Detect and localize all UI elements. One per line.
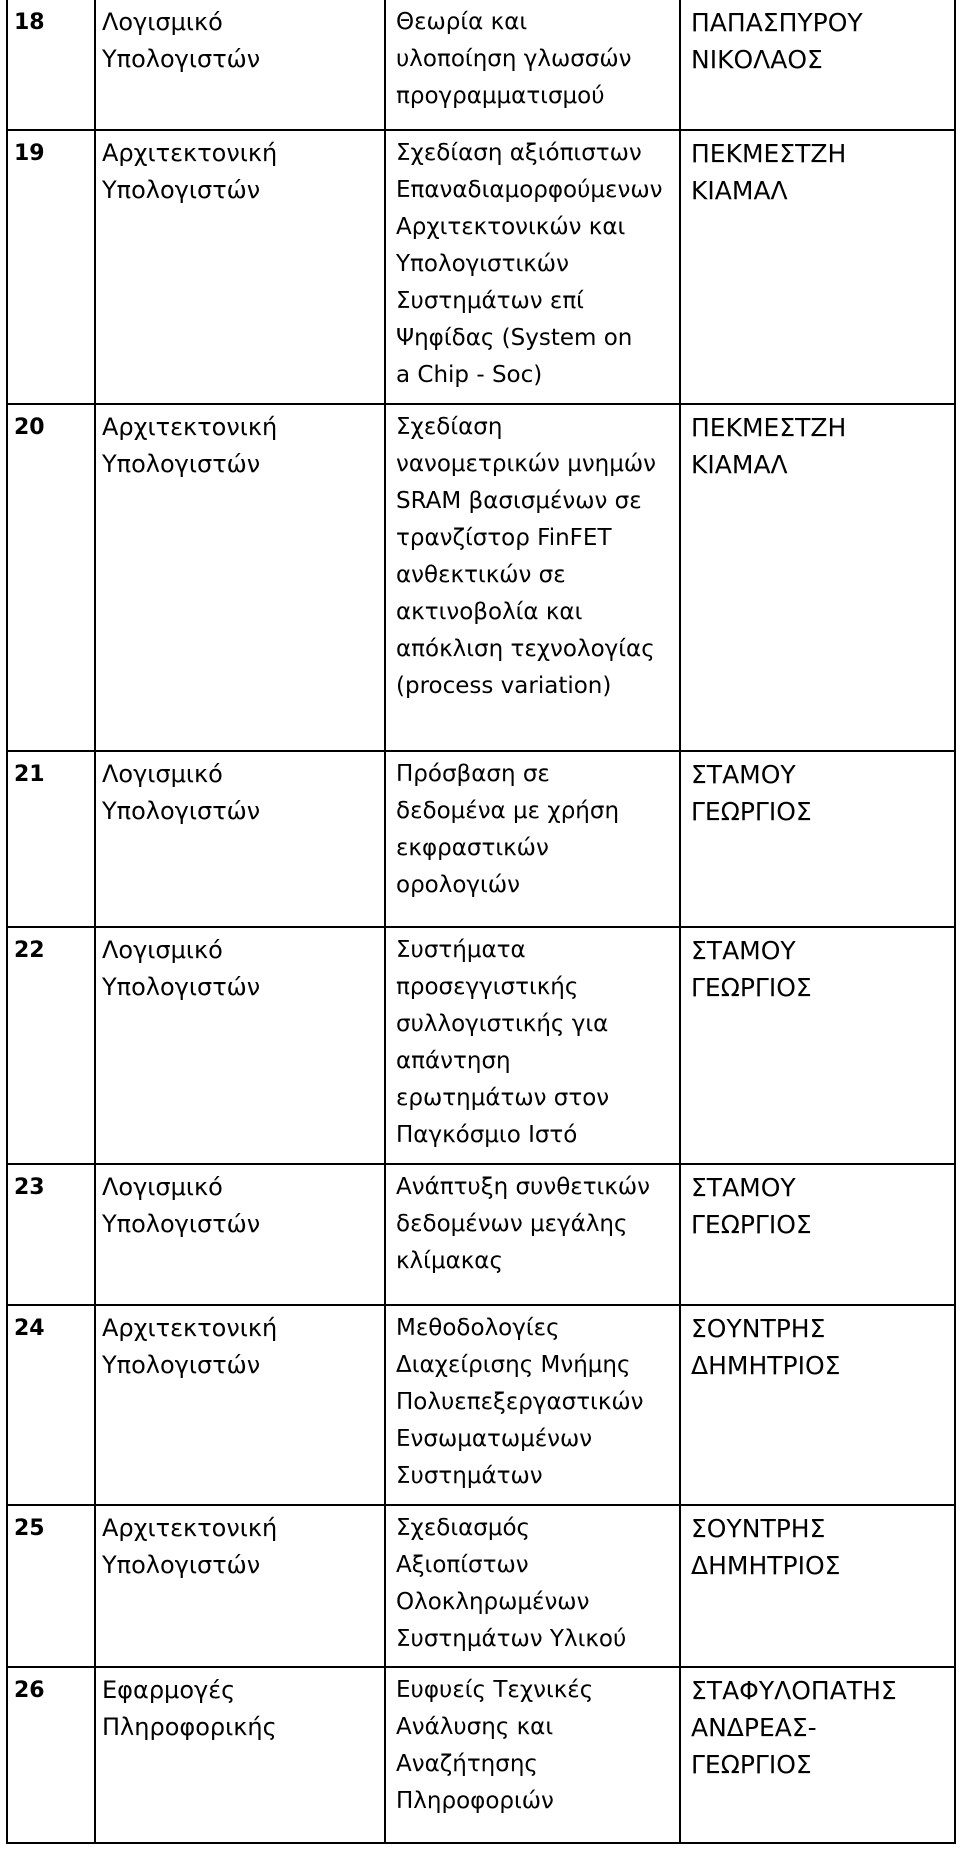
row-number: 25: [14, 1516, 45, 1541]
subject-area: Λογισμικό Υπολογιστών: [102, 760, 261, 825]
row-number: 24: [14, 1316, 45, 1341]
row-number-cell: [7, 404, 95, 751]
supervisor-cell: [680, 130, 955, 404]
thesis-title: Μεθοδολογίες Διαχείρισης Μνήμης Πολυεπεξεργαστικών Ενσωματωμένων Συστημάτων: [396, 1315, 644, 1489]
supervisor-cell: [680, 0, 955, 130]
row-number: 20: [14, 415, 45, 440]
table-row: [7, 1164, 955, 1305]
row-number-cell: [7, 0, 95, 130]
subject-area-cell: [95, 1164, 385, 1305]
thesis-title: Ανάπτυξη συνθετικών δεδομένων μεγάλης κλίμακας: [396, 1174, 650, 1274]
row-number: 19: [14, 141, 45, 166]
subject-area: Αρχιτεκτονική Υπολογιστών: [102, 139, 278, 204]
table-row: [7, 751, 955, 927]
supervisor-name: ΣΟΥΝΤΡΗΣ ΔΗΜΗΤΡΙΟΣ: [691, 1514, 841, 1580]
supervisor-name: ΣΤΑΜΟΥ ΓΕΩΡΓΙΟΣ: [691, 936, 812, 1002]
subject-area-cell: [95, 751, 385, 927]
subject-area: Αρχιτεκτονική Υπολογιστών: [102, 1314, 278, 1379]
row-number-cell: [7, 1164, 95, 1305]
row-number-cell: [7, 1505, 95, 1667]
subject-area: Εφαρμογές Πληροφορικής: [102, 1676, 277, 1741]
table-row: [7, 404, 955, 751]
table-row: [7, 130, 955, 404]
subject-area-cell: [95, 1667, 385, 1843]
table-row: [7, 0, 955, 130]
thesis-title: Σχεδίαση αξιόπιστων Επαναδιαμορφούμενων Αρχιτεκτονικών και Υπολογιστικών Συστημάτων επί Ψηφίδας (System on a Chip - Soc): [396, 140, 663, 388]
table-row: [7, 1505, 955, 1667]
subject-area-cell: [95, 130, 385, 404]
row-number: 22: [14, 938, 45, 963]
table-row: [7, 1305, 955, 1505]
subject-area: Αρχιτεκτονική Υπολογιστών: [102, 1514, 278, 1579]
subject-area-cell: [95, 404, 385, 751]
supervisor-cell: [680, 404, 955, 751]
thesis-title-cell: [385, 1505, 680, 1667]
thesis-title: Θεωρία και υλοποίηση γλωσσών προγραμματισμού: [396, 9, 632, 109]
supervisor-name: ΣΤΑΜΟΥ ΓΕΩΡΓΙΟΣ: [691, 760, 812, 826]
supervisor-cell: [680, 927, 955, 1164]
row-number: 21: [14, 762, 45, 787]
subject-area: Αρχιτεκτονική Υπολογιστών: [102, 413, 278, 478]
thesis-title-cell: [385, 130, 680, 404]
thesis-title-cell: [385, 404, 680, 751]
thesis-title: Πρόσβαση σε δεδομένα με χρήση εκφραστικών ορολογιών: [396, 761, 620, 898]
thesis-title-cell: [385, 1164, 680, 1305]
subject-area: Λογισμικό Υπολογιστών: [102, 1173, 261, 1238]
row-number: 26: [14, 1678, 45, 1703]
subject-area-cell: [95, 1505, 385, 1667]
row-number-cell: [7, 130, 95, 404]
supervisor-cell: [680, 1505, 955, 1667]
thesis-title: Συστήματα προσεγγιστικής συλλογιστικής για απάντηση ερωτημάτων στον Παγκόσμιο Ιστό: [396, 937, 610, 1148]
thesis-title: Σχεδίαση νανομετρικών μνημών SRAM βασισμένων σε τρανζίστορ FinFET ανθεκτικών σε ακτινοβολία και απόκλιση τεχνολογίας (process variation): [396, 414, 656, 699]
row-number: 23: [14, 1175, 45, 1200]
supervisor-name: ΠΕΚΜΕΣΤΖΗ ΚΙΑΜΑΛ: [691, 413, 847, 479]
thesis-title: Σχεδιασμός Αξιοπίστων Ολοκληρωμένων Συστημάτων Υλικού: [396, 1515, 627, 1652]
supervisor-name: ΣΤΑΦΥΛΟΠΑΤΗΣ ΑΝΔΡΕΑΣ- ΓΕΩΡΓΙΟΣ: [691, 1676, 897, 1779]
row-number-cell: [7, 1305, 95, 1505]
subject-area: Λογισμικό Υπολογιστών: [102, 8, 261, 73]
thesis-title-cell: [385, 0, 680, 130]
thesis-title-cell: [385, 751, 680, 927]
subject-area-cell: [95, 0, 385, 130]
thesis-topics-table: [6, 0, 956, 1844]
thesis-title-cell: [385, 927, 680, 1164]
supervisor-name: ΠΕΚΜΕΣΤΖΗ ΚΙΑΜΑΛ: [691, 139, 847, 205]
supervisor-name: ΣΤΑΜΟΥ ΓΕΩΡΓΙΟΣ: [691, 1173, 812, 1239]
thesis-title: Ευφυείς Τεχνικές Ανάλυσης και Αναζήτησης Πληροφοριών: [396, 1677, 594, 1814]
supervisor-name: ΣΟΥΝΤΡΗΣ ΔΗΜΗΤΡΙΟΣ: [691, 1314, 841, 1380]
thesis-title-cell: [385, 1667, 680, 1843]
row-number-cell: [7, 751, 95, 927]
row-number-cell: [7, 927, 95, 1164]
table-row: [7, 1667, 955, 1843]
supervisor-cell: [680, 1667, 955, 1843]
supervisor-cell: [680, 751, 955, 927]
row-number: 18: [14, 10, 45, 35]
subject-area-cell: [95, 1305, 385, 1505]
supervisor-cell: [680, 1164, 955, 1305]
subject-area-cell: [95, 927, 385, 1164]
supervisor-name: ΠΑΠΑΣΠΥΡΟΥ ΝΙΚΟΛΑΟΣ: [691, 8, 863, 74]
row-number-cell: [7, 1667, 95, 1843]
thesis-title-cell: [385, 1305, 680, 1505]
supervisor-cell: [680, 1305, 955, 1505]
subject-area: Λογισμικό Υπολογιστών: [102, 936, 261, 1001]
table-row: [7, 927, 955, 1164]
